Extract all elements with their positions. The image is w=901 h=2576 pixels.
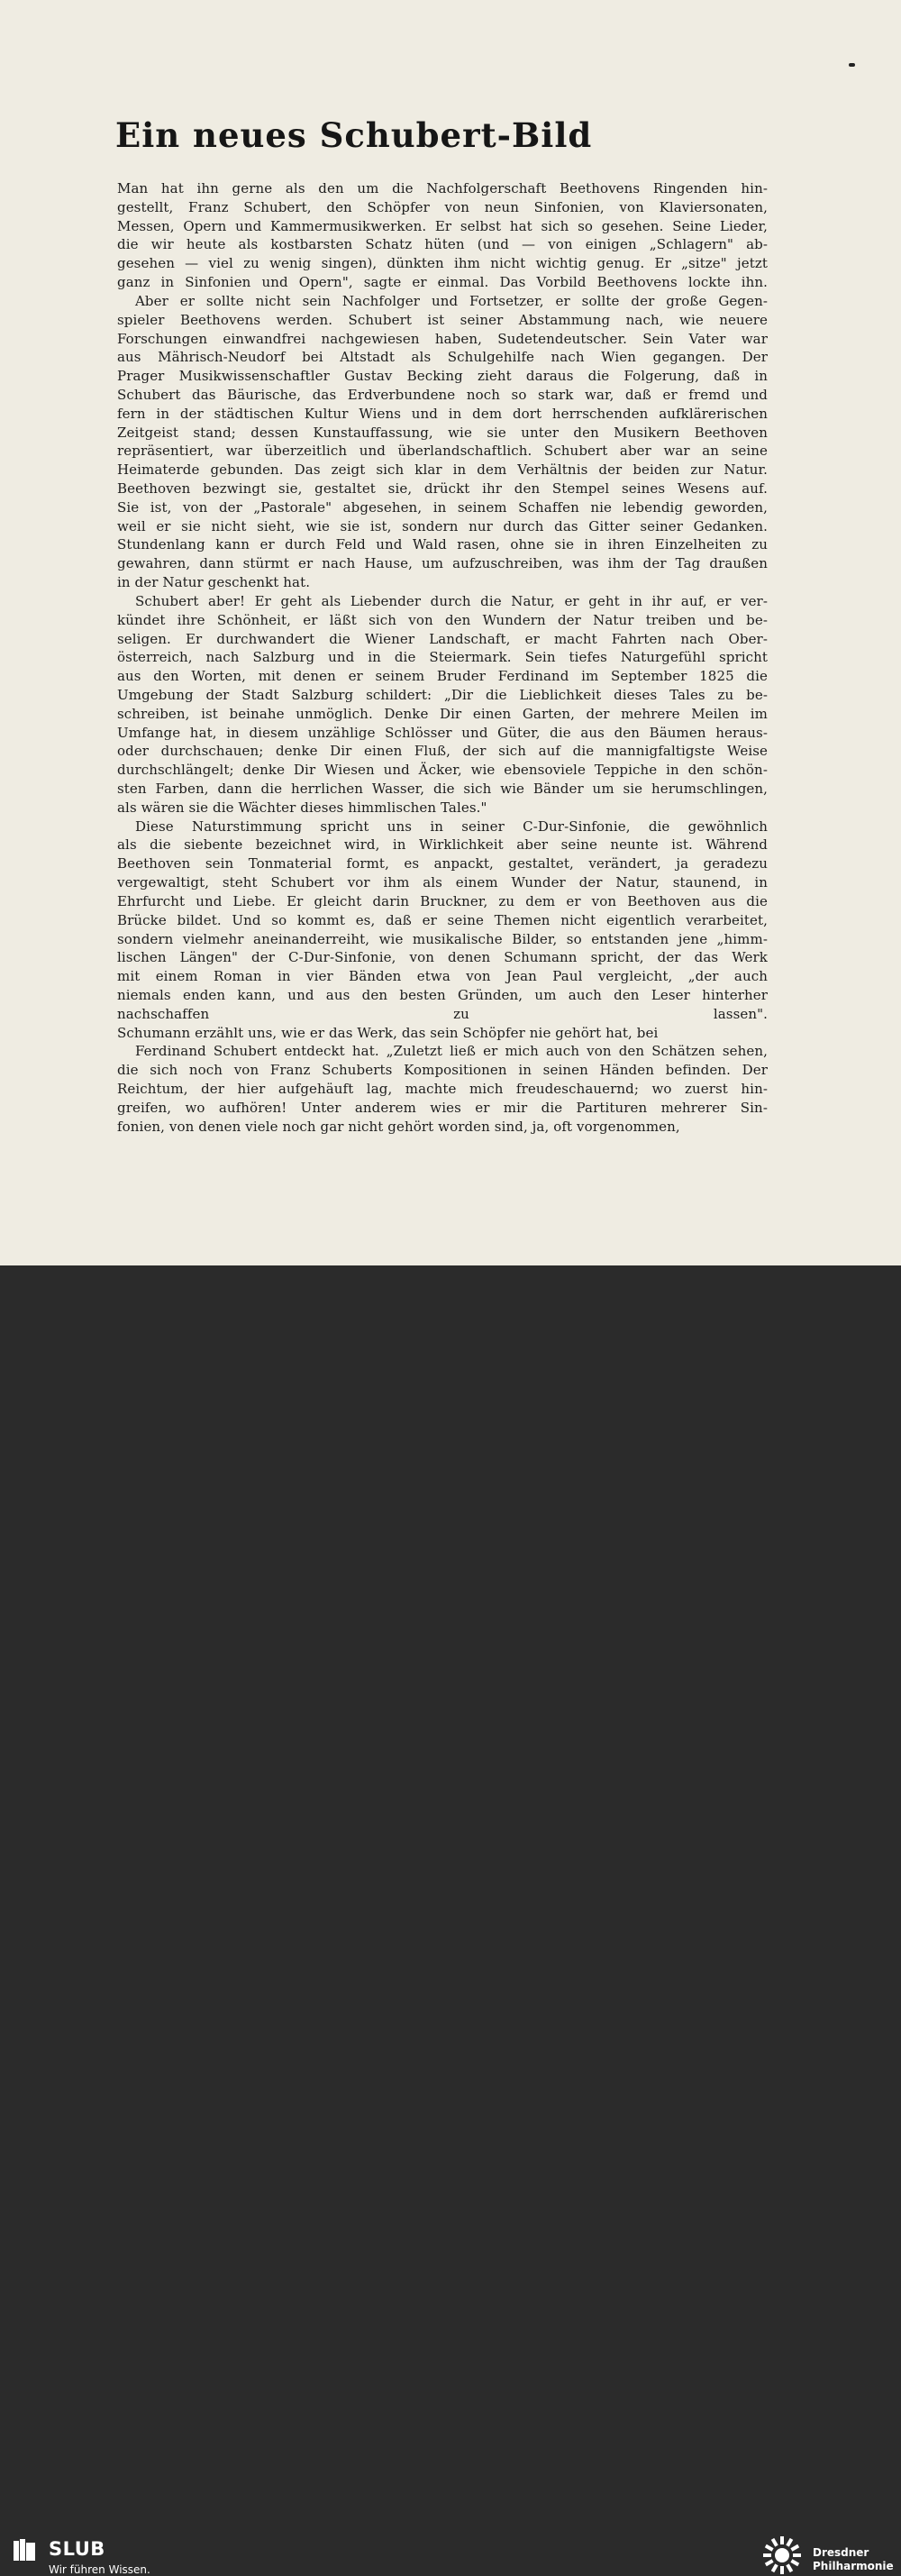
document-body (117, 179, 768, 1136)
text-line: gesehen — viel zu wenig singen), dünkten ihm nicht wichtig genug. Er „sitze" jetzt (117, 255, 768, 272)
text-line: Ferdinand Schubert entdeckt hat. „Zuletzt ließ er mich auch von den Schätzen sehen, (135, 1043, 768, 1060)
text-line: vergewaltigt, steht Schubert vor ihm als einem Wunder der Natur, staunend, in (117, 874, 768, 891)
philharmonie-logo-icon (759, 2535, 805, 2576)
text-line: Stundenlang kann er durch Feld und Wald rasen, ohne sie in ihren Einzelheiten zu (117, 536, 768, 553)
document-page (0, 0, 901, 1265)
text-line: aus Mährisch-Neudorf bei Altstadt als Schulgehilfe nach Wien gegangen. Der (117, 349, 768, 366)
slub-tagline: Wir führen Wissen. (49, 2563, 150, 2576)
footer-bar (0, 1265, 901, 2576)
text-line: Heimaterde gebunden. Das zeigt sich klar in dem Verhältnis der beiden zur Natur. (117, 461, 768, 479)
text-line: Beethoven bezwingt sie, gestaltet sie, drückt ihr den Stempel seines Wesens auf. (117, 480, 768, 497)
text-line: Schumann erzählt uns, wie er das Werk, das sein Schöpfer nie gehört hat, bei (117, 1024, 659, 1041)
text-line: fonien, von denen viele noch gar nicht gehört worden sind, ja, oft vorgenommen, (117, 1118, 680, 1135)
text-line: niemals enden kann, und aus den besten Gründen, um auch den Leser hinterher (117, 986, 768, 1003)
text-line: nachschaffen zu lassen". (117, 1005, 768, 1022)
text-line: die wir heute als kostbarsten Schatz hüten (und — von einigen „Schlagern" ab- (117, 236, 768, 253)
slub-logo-icon (11, 2537, 38, 2564)
text-line: lischen Längen" der C-Dur-Sinfonie, von denen Schumann spricht, der das Werk (117, 949, 768, 966)
text-line: oder durchschauen; denke Dir einen Fluß, der sich auf die mannigfaltigste Weise (117, 743, 768, 760)
text-line: Schubert das Bäurische, das Erdverbundene noch so stark war, daß er fremd und (117, 386, 768, 403)
text-line: Beethoven sein Tonmaterial formt, es anpackt, gestaltet, verändert, ja geradezu (117, 855, 768, 872)
text-line: Brücke bildet. Und so kommt es, daß er seine Themen nicht eigentlich verarbeitet, (117, 911, 768, 928)
text-line: weil er sie nicht sieht, wie sie ist, sondern nur durch das Gitter seiner Gedanken. (117, 517, 768, 534)
text-line: gestellt, Franz Schubert, den Schöpfer von neun Sinfonien, von Klaviersonaten, (117, 198, 768, 215)
text-line: kündet ihre Schönheit, er läßt sich von den Wundern der Natur treiben und be- (117, 611, 768, 628)
text-line: durchschlängelt; denke Dir Wiesen und Äcker, wie ebensoviele Teppiche in den schön- (117, 762, 768, 779)
text-line: gewahren, dann stürmt er nach Hause, um aufzuschreiben, was ihm der Tag draußen (117, 555, 768, 572)
text-line: als wären sie die Wächter dieses himmlischen Tales." (117, 799, 487, 816)
text-line: Zeitgeist stand; dessen Kunstauffassung, wie sie unter den Musikern Beethoven (117, 424, 768, 441)
text-line: aus den Worten, mit denen er seinem Bruder Ferdinand im September 1825 die (117, 668, 768, 685)
text-line: in der Natur geschenkt hat. (117, 574, 311, 591)
text-line: als die siebente bezeichnet wird, in Wirklichkeit aber seine neunte ist. Während (117, 836, 768, 854)
text-line: sten Farben, dann die herrlichen Wasser, die sich wie Bänder um sie herumschlingen, (117, 781, 768, 797)
text-line: spieler Beethovens werden. Schubert ist seiner Abstammung nach, wie neuere (117, 311, 768, 328)
text-line: Reichtum, der hier aufgehäuft lag, machte mich freudeschauernd; wo zuerst hin- (117, 1081, 768, 1097)
text-line: die sich noch von Franz Schuberts Kompositionen in seinen Händen befinden. Der (117, 1062, 768, 1079)
text-line: Prager Musikwissenschaftler Gustav Becking zieht daraus die Folgerung, daß in (117, 368, 768, 385)
text-line: mit einem Roman in vier Bänden etwa von Jean Paul vergleicht, „der auch (117, 968, 768, 985)
text-line: seligen. Er durchwandert die Wiener Landschaft, er macht Fahrten nach Ober- (117, 630, 768, 647)
philharmonie-name-line1: Dresdner (813, 2546, 869, 2559)
document-title: Ein neues Schubert-Bild (115, 115, 593, 155)
text-line: Forschungen einwandfrei nachgewiesen haben, Sudetendeutscher. Sein Vater war (117, 330, 768, 347)
text-line: schreiben, ist beinahe unmöglich. Denke Dir einen Garten, der mehrere Meilen im (117, 705, 768, 722)
text-line: Messen, Opern und Kammermusikwerken. Er selbst hat sich so gesehen. Seine Lieder, (117, 217, 768, 234)
text-line: Diese Naturstimmung spricht uns in seiner C-Dur-Sinfonie, die gewöhnlich (135, 818, 768, 835)
text-line: Schubert aber! Er geht als Liebender durch die Natur, er geht in ihr auf, er ver- (135, 592, 768, 609)
text-line: österreich, nach Salzburg und in die Steiermark. Sein tiefes Naturgefühl spricht (117, 649, 768, 666)
text-line: Umgebung der Stadt Salzburg schildert: „Dir die Lieblichkeit dieses Tales zu be- (117, 686, 768, 703)
ink-mark (849, 63, 855, 67)
text-line: fern in der städtischen Kultur Wiens und in dem dort herrschenden aufklärerischen (117, 405, 768, 422)
text-line: Aber er sollte nicht sein Nachfolger und Fortsetzer, er sollte der große Gegen- (135, 292, 768, 309)
text-line: sondern vielmehr aneinanderreiht, wie musikalische Bilder, so entstanden jene „himm- (117, 930, 768, 947)
text-line: Ehrfurcht und Liebe. Er gleicht darin Bruckner, zu dem er von Beethoven aus die (117, 892, 768, 909)
text-line: Sie ist, von der „Pastorale" abgesehen, in seinem Schaffen nie lebendig geworden, (117, 498, 768, 516)
slub-name: SLUB (49, 2538, 105, 2560)
text-line: greifen, wo aufhören! Unter anderem wies er mir die Partituren mehrerer Sin- (117, 1099, 768, 1116)
text-line: Umfange hat, in diesem unzählige Schlösser und Güter, die aus den Bäumen heraus- (117, 724, 768, 741)
philharmonie-name-line2: Philharmonie (813, 2560, 894, 2572)
text-line: Man hat ihn gerne als den um die Nachfolgerschaft Beethovens Ringenden hin- (117, 180, 768, 196)
text-line: repräsentiert, war überzeitlich und überlandschaftlich. Schubert aber war an seine (117, 443, 768, 460)
text-line: ganz in Sinfonien und Opern", sagte er einmal. Das Vorbild Beethovens lockte ihn. (117, 274, 768, 291)
